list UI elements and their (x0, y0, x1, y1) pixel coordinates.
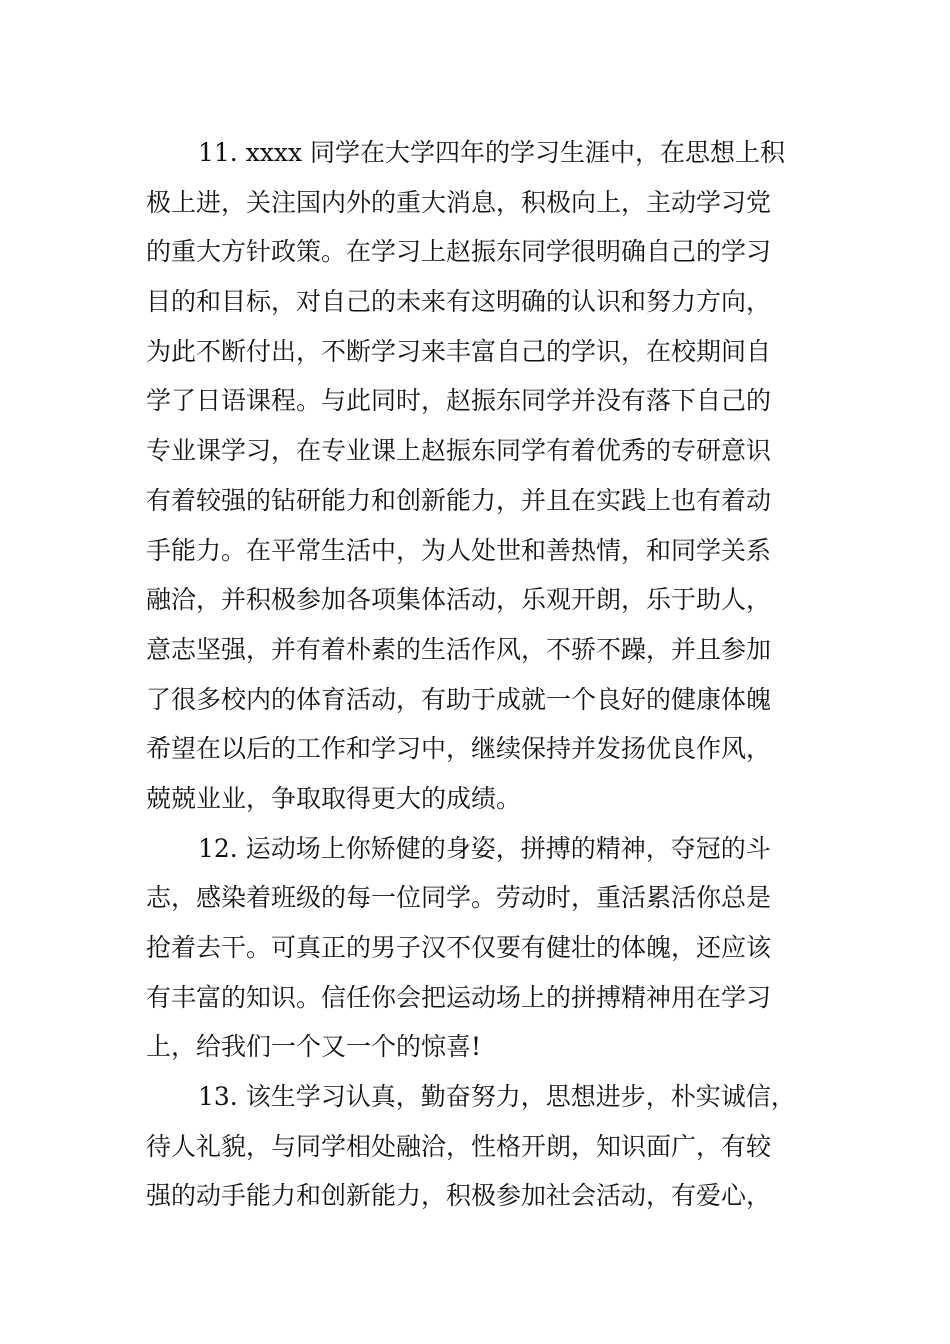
paragraph-line: 志，感染着班级的每一位同学。劳动时，重活累活你总是 (146, 883, 772, 913)
paragraph-line: 学了日语课程。与此同时，赵振东同学并没有落下自己的 (146, 386, 772, 416)
paragraph-line: 意志坚强，并有着朴素的生活作风，不骄不躁，并且参加 (146, 634, 772, 664)
paragraph-line: 有丰富的知识。信任你会把运动场上的拼搏精神用在学习 (146, 982, 772, 1012)
paragraph-line: 为此不断付出，不断学习来丰富自己的学识，在校期间自 (146, 336, 772, 366)
paragraph-line: 手能力。在平常生活中，为人处世和善热情，和同学关系 (146, 535, 772, 565)
paragraph-line: 待人礼貌，与同学相处融洽，性格开朗，知识面广，有较 (146, 1131, 772, 1161)
paragraph-line: 强的动手能力和创新能力，积极参加社会活动，有爱心， (146, 1181, 772, 1211)
paragraph-line: 抢着去干。可真正的男子汉不仅要有健壮的体魄，还应该 (146, 933, 772, 962)
paragraph-line: 希望在以后的工作和学习中，继续保持并发扬优良作风， (146, 734, 772, 764)
document-body (146, 128, 811, 1221)
paragraph-line: 目的和目标，对自己的未来有这明确的认识和努力方向， (146, 287, 772, 317)
paragraph-12 (146, 824, 811, 1072)
paragraph-11 (146, 128, 811, 824)
paragraph-line: 专业课学习，在专业课上赵振东同学有着优秀的专研意识 (146, 436, 772, 466)
paragraph-line: 12. 运动场上你矫健的身姿，拼搏的精神，夺冠的斗 (198, 833, 771, 863)
paragraph-line: 13. 该生学习认真，勤奋努力，思想进步，朴实诚信， (198, 1082, 796, 1112)
paragraph-line: 11. xxxx 同学在大学四年的学习生涯中，在思想上积 (198, 138, 786, 167)
paragraph-line: 融洽，并积极参加各项集体活动，乐观开朗，乐于助人， (146, 585, 772, 615)
paragraph-13 (146, 1072, 811, 1221)
paragraph-line: 有着较强的钻研能力和创新能力，并且在实践上也有着动 (146, 485, 772, 515)
paragraph-line: 极上进，关注国内外的重大消息，积极向上，主动学习党 (146, 187, 772, 217)
paragraph-line: 了很多校内的体育活动，有助于成就一个良好的健康体魄 (146, 684, 772, 714)
paragraph-line: 上，给我们一个又一个的惊喜! (146, 1032, 482, 1062)
paragraph-line: 的重大方针政策。在学习上赵振东同学很明确自己的学习 (146, 237, 772, 267)
paragraph-line: 兢兢业业，争取取得更大的成绩。 (146, 783, 522, 813)
